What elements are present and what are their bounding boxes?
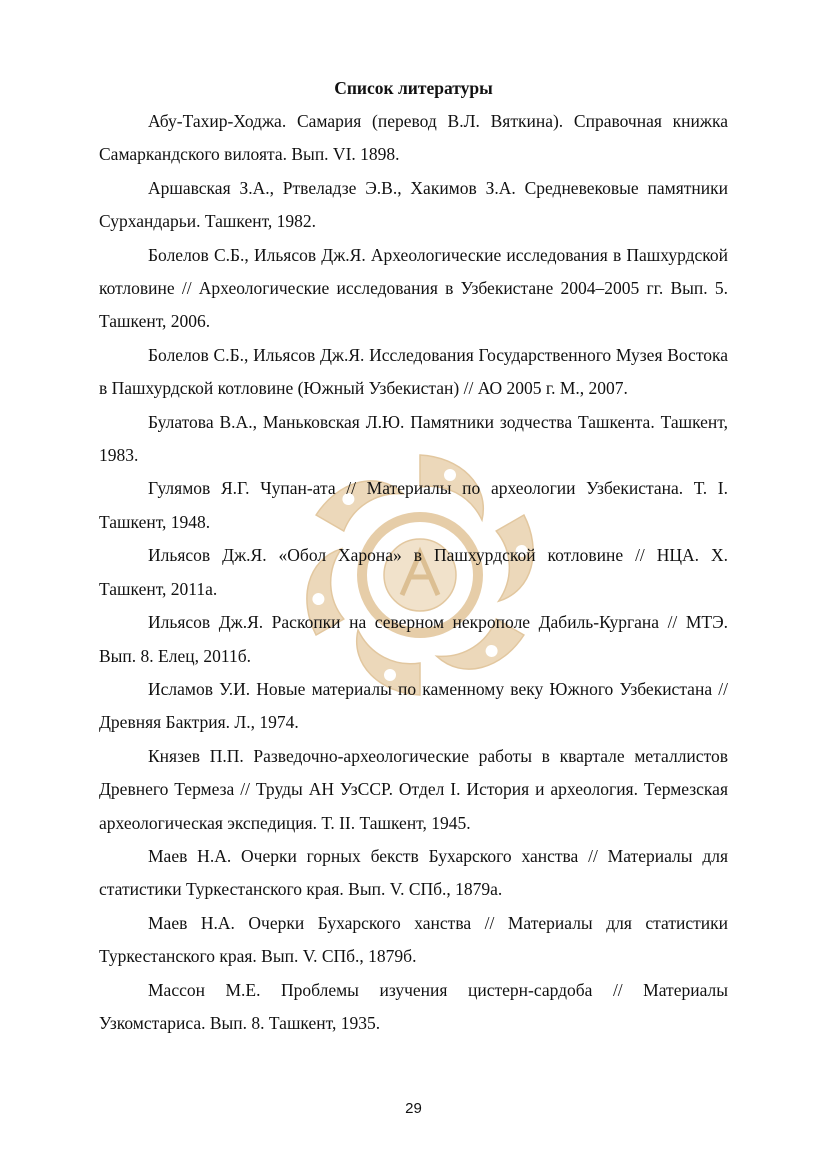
bibliography-entry: Ильясов Дж.Я. «Обол Харона» в Пашхурдской котловине // НЦА. Х. Ташкент, 2011а. [99,545,728,599]
bibliography-entry: Массон М.Е. Проблемы изучения цистерн-сардоба // Материалы Узкомстариса. Вып. 8. Ташкент, 1935. [99,979,728,1033]
bibliography-entry: Гулямов Я.Г. Чупан-ата // Материалы по археологии Узбекистана. Т. I. Ташкент, 1948. [99,478,728,532]
bibliography-entry: Князев П.П. Разведочно-археологические работы в квартале металлистов Древнего Термеза // Труды АН УзССР. Отдел I. История и археология. Термезская археологическая экспедиция. Т. II. Ташкент, 1945. [99,745,728,833]
bibliography-entry: Болелов С.Б., Ильясов Дж.Я. Исследования Государственного Музея Востока в Пашхурдской котловине (Южный Узбекистан) // АО 2005 г. М., 2007. [99,344,728,399]
bibliography-entry: Аршавская З.А., Ртвеладзе Э.В., Хакимов З.А. Средневековые памятники Сурхандарьи. Ташкент, 1982. [99,177,728,232]
bibliography-entry: Исламов У.И. Новые материалы по каменному веку Южного Узбекистана // Древняя Бактрия. Л., 1974. [99,678,728,733]
bibliography-entry: Болелов С.Б., Ильясов Дж.Я. Археологические исследования в Пашхурдской котловине // Археологические исследования в Узбекистане 2004–2005 гг. Вып. 5. Ташкент, 2006. [99,244,728,332]
bibliography-entry: Абу-Тахир-Ходжа. Самария (перевод В.Л. Вяткина). Справочная книжка Самаркандского вилоята. Вып. VI. 1898. [99,111,728,165]
bibliography-entry: Булатова В.А., Маньковская Л.Ю. Памятники зодчества Ташкента. Ташкент, 1983. [99,411,728,466]
bibliography-entry: Маев Н.А. Очерки Бухарского ханства // Материалы для статистики Туркестанского края. Вып. V. СПб., 1879б. [99,912,728,967]
bibliography-entry: Ильясов Дж.Я. Раскопки на северном некрополе Дабиль-Кургана // МТЭ. Вып. 8. Елец, 2011б. [99,612,728,666]
bibliography-section [99,72,728,1040]
bibliography-entry: Маев Н.А. Очерки горных бекств Бухарского ханства // Материалы для статистики Туркестанского края. Вып. V. СПб., 1879а. [99,845,728,900]
page-number: 29 [405,1100,422,1117]
page-title: Список литературы [334,78,493,98]
